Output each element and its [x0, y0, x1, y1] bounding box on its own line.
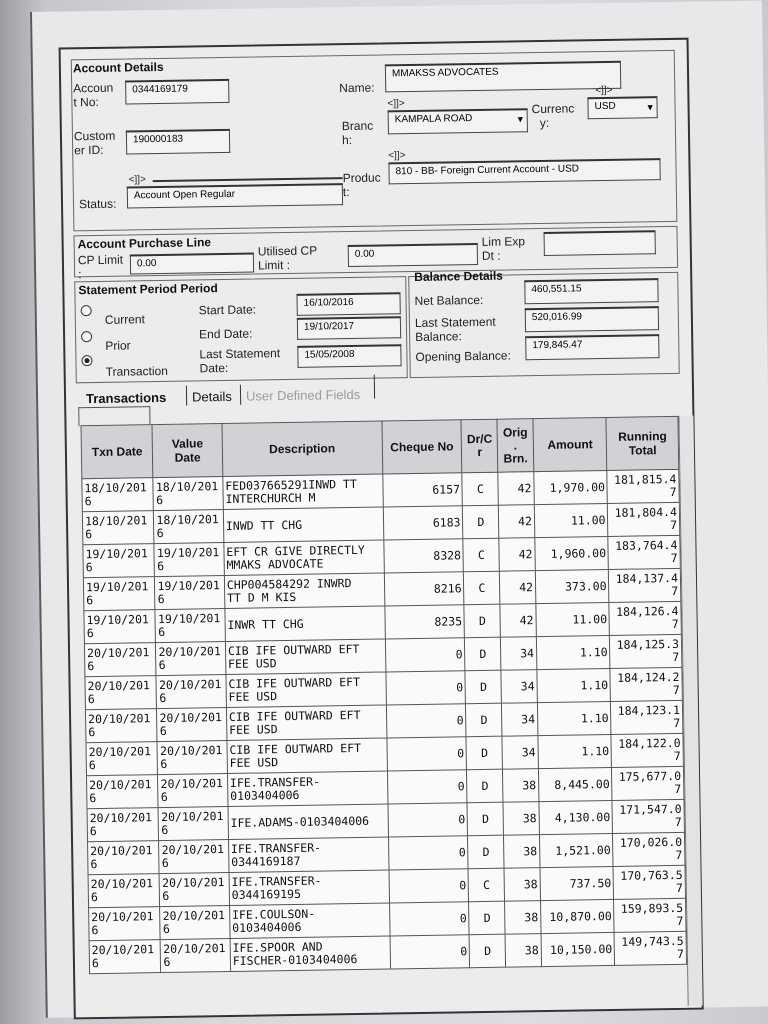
value-date-cell: 20/10/201 6 — [158, 773, 228, 807]
description-cell: IFE.TRANSFER- 0344169187 — [228, 837, 388, 873]
cheque-no-cell: 0 — [388, 803, 468, 837]
running-total-cell: 184,126.4 7 — [609, 601, 681, 635]
value-date-cell: 20/10/201 6 — [156, 675, 226, 709]
orig-brn-cell: 42 — [500, 571, 536, 605]
col-txn-date[interactable]: Txn Date — [81, 425, 153, 479]
transactions-body — [82, 469, 687, 973]
description-cell: IFE.SPOOR AND FISCHER-0103404006 — [230, 936, 390, 972]
description-cell: IFE.ADAMS-0103404006 — [228, 804, 388, 840]
col-running-total[interactable]: Running Total — [606, 416, 678, 470]
drcr-cell: D — [466, 703, 502, 737]
txn-date-cell: 18/10/201 6 — [82, 511, 154, 545]
cheque-no-cell: 0 — [385, 638, 465, 672]
amount-cell: 1,960.00 — [535, 536, 609, 570]
orig-brn-cell: 38 — [505, 934, 541, 968]
drcr-cell: C — [463, 538, 499, 572]
txn-date-cell: 20/10/201 6 — [88, 874, 160, 908]
amount-cell: 10,150.00 — [541, 932, 615, 966]
running-total-cell: 149,743.5 7 — [615, 931, 687, 965]
txn-date-cell: 20/10/201 6 — [86, 742, 158, 776]
running-total-cell: 183,764.4 7 — [608, 535, 680, 569]
cheque-no-cell: 0 — [387, 737, 467, 771]
drcr-cell: D — [468, 835, 504, 869]
value-date-cell: 19/10/201 6 — [155, 576, 225, 610]
running-total-cell: 175,677.0 7 — [612, 766, 684, 800]
value-date-cell: 20/10/201 6 — [156, 642, 226, 676]
description-cell: CIB IFE OUTWARD EFT FEE USD — [227, 738, 387, 774]
col-drcr[interactable]: Dr/C r — [461, 419, 498, 473]
amount-cell: 1.10 — [536, 635, 610, 669]
value-date-cell: 18/10/201 6 — [153, 477, 223, 511]
tab-content-border — [78, 406, 150, 426]
orig-brn-cell: 38 — [504, 868, 540, 902]
amount-cell: 10,870.00 — [540, 899, 614, 933]
running-total-cell: 184,137.4 7 — [609, 568, 681, 602]
value-date-cell: 20/10/201 6 — [160, 872, 230, 906]
start-date-field[interactable]: 16/10/2016 — [296, 292, 400, 316]
running-total-cell: 170,026.0 7 — [613, 832, 685, 866]
running-total-cell: 184,124.2 7 — [610, 667, 682, 701]
balance-details-title: Balance Details — [414, 268, 504, 284]
cheque-no-cell: 6157 — [382, 473, 462, 507]
drcr-cell: D — [470, 934, 506, 968]
cheque-no-cell: 0 — [388, 836, 468, 870]
txn-date-cell: 19/10/201 6 — [84, 610, 156, 644]
value-date-cell: 20/10/201 6 — [159, 839, 229, 873]
end-date-field[interactable]: 19/10/2017 — [297, 316, 401, 340]
table-header-row — [81, 416, 679, 478]
cheque-no-cell: 8235 — [384, 605, 464, 639]
lim-exp-label: Lim Exp Dt : — [481, 234, 526, 263]
net-balance-field[interactable]: 460,551.15 — [524, 278, 658, 304]
cheque-no-cell: 0 — [390, 935, 470, 969]
orig-brn-cell: 38 — [503, 802, 539, 836]
amount-cell: 737.50 — [540, 866, 614, 900]
tab-details[interactable]: Details — [191, 388, 232, 405]
description-cell: CHP004584292 INWRD TT D M KIS — [224, 573, 384, 609]
cheque-no-cell: 0 — [385, 671, 465, 705]
account-no-label: Accoun t No: — [73, 80, 114, 110]
value-date-cell: 19/10/201 6 — [155, 609, 225, 643]
orig-brn-cell: 34 — [501, 637, 537, 671]
currency-value: USD — [594, 100, 616, 113]
description-cell: FED037665291INWD TT INTERCHURCH M — [223, 474, 383, 510]
drcr-cell: D — [463, 505, 499, 539]
col-orig-brn[interactable]: Orig . Brn. — [497, 419, 534, 473]
account-details-title: Account Details — [72, 59, 164, 76]
col-cheque-no[interactable]: Cheque No — [382, 420, 463, 474]
opening-balance-label: Opening Balance: — [415, 348, 511, 364]
running-total-cell: 170,763.5 7 — [613, 865, 685, 899]
drcr-cell: D — [469, 901, 505, 935]
running-total-cell: 171,547.0 7 — [612, 799, 684, 833]
txn-date-cell: 20/10/201 6 — [84, 643, 156, 677]
drcr-cell: D — [467, 769, 503, 803]
orig-brn-cell: 42 — [499, 538, 535, 572]
customer-id-label: Custom er ID: — [73, 128, 116, 158]
period-current-label: Current — [104, 312, 145, 327]
orig-brn-cell: 34 — [501, 670, 537, 704]
cp-limit-field[interactable]: 0.00 — [130, 253, 254, 275]
net-balance-label: Net Balance: — [414, 292, 484, 308]
cp-limit-label: CP Limit : — [77, 252, 124, 282]
branch-marker: <]]> — [387, 98, 405, 110]
opening-balance-field[interactable]: 179,845.47 — [525, 334, 659, 360]
running-total-cell: 181,815.4 7 — [607, 469, 679, 503]
running-total-cell: 184,122.0 7 — [611, 733, 683, 767]
description-cell: CIB IFE OUTWARD EFT FEE USD — [225, 639, 385, 675]
txn-date-cell: 18/10/201 6 — [82, 478, 154, 512]
statement-period-title: Statement Period Period — [78, 281, 218, 298]
amount-cell: 1,970.00 — [534, 470, 608, 504]
start-date-label: Start Date: — [198, 302, 257, 318]
last-statement-date-label: Last Statement Date: — [199, 346, 281, 376]
amount-cell: 1.10 — [537, 701, 611, 735]
txn-date-cell: 20/10/201 6 — [85, 709, 157, 743]
txn-date-cell: 20/10/201 6 — [88, 841, 160, 875]
txn-date-cell: 19/10/201 6 — [83, 577, 155, 611]
cheque-no-cell: 0 — [387, 770, 467, 804]
orig-brn-cell: 42 — [500, 604, 536, 638]
customer-id-field[interactable]: 190000183 — [126, 129, 230, 155]
col-value-date[interactable]: Value Date — [152, 424, 222, 478]
cheque-no-cell: 0 — [389, 869, 469, 903]
cheque-no-cell: 0 — [386, 704, 466, 738]
amount-cell: 8,445.00 — [538, 767, 612, 801]
description-cell: INWD TT CHG — [223, 507, 383, 543]
txn-date-cell: 20/10/201 6 — [87, 808, 159, 842]
description-cell: IFE.TRANSFER- 0103404006 — [227, 771, 387, 807]
currency-label: Currenc y: — [531, 101, 575, 131]
value-date-cell: 19/10/201 6 — [154, 543, 224, 577]
orig-brn-cell: 38 — [503, 769, 539, 803]
name-field[interactable]: MMAKSS ADVOCATES — [385, 61, 621, 93]
txn-date-cell: 20/10/201 6 — [89, 907, 161, 941]
currency-marker: <]]> — [595, 84, 613, 97]
product-label: Produc t: — [342, 170, 381, 200]
txn-date-cell: 20/10/201 6 — [85, 676, 157, 710]
drcr-cell: C — [462, 472, 498, 506]
cheque-no-cell: 8328 — [383, 539, 463, 573]
account-no-field[interactable]: 0344169179 — [125, 79, 229, 105]
orig-brn-cell: 38 — [504, 835, 540, 869]
running-total-cell: 184,123.1 7 — [611, 700, 683, 734]
description-cell: EFT CR GIVE DIRECTLY MMAKS ADVOCATE — [224, 540, 384, 576]
drcr-cell: D — [467, 802, 503, 836]
utilised-cp-field[interactable]: 0.00 — [348, 243, 478, 267]
value-date-cell: 20/10/201 6 — [157, 740, 227, 774]
account-enquiry-window — [59, 38, 704, 1020]
chevron-down-icon[interactable]: ▼ — [645, 102, 655, 113]
value-date-cell: 20/10/201 6 — [161, 938, 231, 972]
drcr-cell: C — [464, 571, 500, 605]
end-date-label: End Date: — [198, 326, 253, 342]
last-statement-balance-label: Last Statement Balance: — [414, 314, 496, 344]
cheque-no-cell: 0 — [389, 902, 469, 936]
drcr-cell: C — [468, 868, 504, 902]
amount-cell: 1,521.00 — [539, 833, 613, 867]
period-transaction-label: Transaction — [105, 363, 169, 379]
orig-brn-cell: 34 — [502, 703, 538, 737]
amount-cell: 1.10 — [537, 668, 611, 702]
amount-cell: 1.10 — [538, 734, 612, 768]
running-total-cell: 159,893.5 7 — [614, 898, 686, 932]
running-total-cell: 184,125.3 7 — [610, 634, 682, 668]
chevron-down-icon[interactable]: ▼ — [515, 114, 525, 125]
description-cell: IFE.TRANSFER- 0344169195 — [229, 870, 389, 906]
orig-brn-cell: 42 — [498, 505, 534, 539]
name-label: Name: — [339, 80, 375, 96]
branch-select[interactable] — [388, 108, 528, 134]
description-cell: CIB IFE OUTWARD EFT FEE USD — [226, 672, 386, 708]
orig-brn-cell: 38 — [505, 901, 541, 935]
tab-transactions[interactable]: Transactions — [85, 389, 167, 407]
drcr-cell: D — [466, 736, 502, 770]
col-amount[interactable]: Amount — [533, 417, 607, 471]
amount-cell: 11.00 — [536, 602, 610, 636]
period-prior-label: Prior — [105, 338, 131, 353]
value-date-cell: 20/10/201 6 — [160, 905, 230, 939]
currency-select[interactable] — [587, 96, 657, 119]
purchase-line-title: Account Purchase Line — [77, 235, 212, 252]
orig-brn-cell: 34 — [502, 736, 538, 770]
amount-cell: 11.00 — [534, 503, 608, 537]
drcr-cell: D — [465, 637, 501, 671]
branch-value: KAMPALA ROAD — [394, 113, 473, 126]
value-date-cell: 20/10/201 6 — [157, 708, 227, 742]
cheque-no-cell: 6183 — [383, 506, 463, 540]
txn-date-cell: 20/10/201 6 — [89, 940, 161, 974]
drcr-cell: D — [465, 670, 501, 704]
description-cell: CIB IFE OUTWARD EFT FEE USD — [226, 705, 386, 741]
amount-cell: 4,130.00 — [539, 800, 613, 834]
col-description[interactable]: Description — [222, 421, 383, 477]
lim-exp-field[interactable] — [544, 230, 656, 256]
status-marker: <]]> — [128, 174, 146, 186]
drcr-cell: D — [464, 604, 500, 638]
last-statement-balance-field[interactable]: 520,016.99 — [525, 306, 659, 332]
status-label: Status: — [78, 196, 117, 212]
txn-date-cell: 20/10/201 6 — [87, 775, 159, 809]
status-field[interactable]: Account Open Regular — [127, 183, 343, 208]
transactions-table — [80, 416, 687, 974]
txn-date-cell: 19/10/201 6 — [83, 544, 155, 578]
amount-cell: 373.00 — [535, 569, 609, 603]
value-date-cell: 18/10/201 6 — [154, 510, 224, 544]
tab-user-defined-fields[interactable]: User Defined Fields — [245, 386, 361, 404]
description-cell: INWR TT CHG — [225, 606, 385, 642]
utilised-cp-label: Utilised CP Limit : — [257, 243, 318, 273]
running-total-cell: 181,804.4 7 — [608, 502, 680, 536]
cheque-no-cell: 8216 — [384, 572, 464, 606]
orig-brn-cell: 42 — [498, 472, 534, 506]
printed-sheet — [30, 1, 768, 1018]
description-cell: IFE.COULSON- 0103404006 — [229, 903, 389, 939]
value-date-cell: 20/10/201 6 — [158, 806, 228, 840]
branch-label: Branc h: — [341, 118, 374, 148]
product-marker: <]]> — [388, 150, 406, 162]
product-field[interactable]: 810 - BB- Foreign Current Account - USD — [388, 158, 660, 184]
last-statement-date-field[interactable]: 15/05/2008 — [297, 344, 401, 368]
